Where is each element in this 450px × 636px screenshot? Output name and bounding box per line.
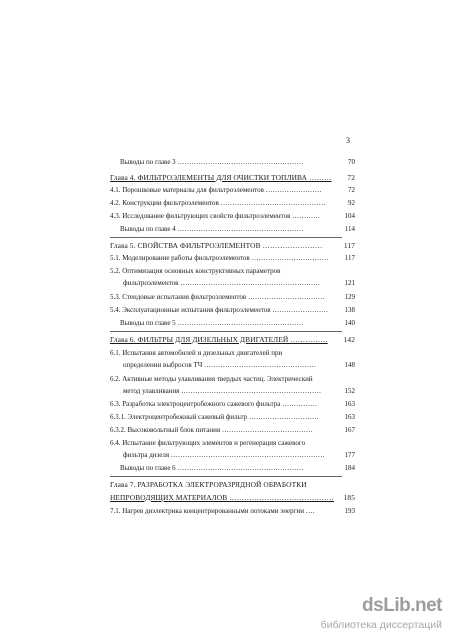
toc-entry-page: 117 <box>344 254 355 262</box>
toc-entry-5-2-cont <box>123 279 355 288</box>
toc-entry-6-3 <box>110 400 355 409</box>
toc-entry-page: 167 <box>344 426 355 434</box>
toc-entry-conclusions-6 <box>120 464 355 473</box>
toc-entry-page: 142 <box>343 335 355 344</box>
toc-entry-page: 104 <box>344 212 355 220</box>
toc-entry-4-2 <box>110 199 355 208</box>
toc-chapter-5 <box>110 241 355 250</box>
toc-entry-text: 6.3.2. Высоковольтный блок питания ………………………………… <box>110 426 313 434</box>
page-number: 3 <box>346 136 350 145</box>
toc-entry-6-1-cont <box>123 361 355 370</box>
toc-entry-conclusions-4 <box>120 225 355 234</box>
divider <box>110 476 342 477</box>
toc-entry-page: 193 <box>344 507 355 515</box>
toc-entry-text: определении выбросов ТЧ ………………………………………… <box>123 361 316 369</box>
toc-entry-page: 72 <box>347 173 355 182</box>
toc-entry-conclusions-5 <box>120 319 355 328</box>
toc-entry-page: 185 <box>343 493 355 502</box>
toc-entry-text: Выводы по главе 6 ……………………………………………… <box>120 464 304 472</box>
toc-entry-text: Выводы по главе 3 ……………………………………………… <box>120 158 304 166</box>
toc-entry-page: 152 <box>344 387 355 395</box>
toc-entry-text: Глава 4. ФИЛЬТРОЭЛЕМЕНТЫ ДЛЯ ОЧИСТКИ ТОПЛИВА ……… <box>110 173 332 182</box>
toc-entry-text: фильтроэлементов …………………………………………………… <box>123 279 321 287</box>
toc-entry-5-2 <box>110 267 355 276</box>
toc-entry-text: Глава 5. СВОЙСТВА ФИЛЬТРОЭЛЕМЕНТОВ …………………… <box>110 241 323 250</box>
toc-entry-text: 5.1. Моделирование работы фильтроэлементов …………………………… <box>110 254 329 262</box>
toc-entry-text: 7.1. Нагрев диэлектрика концентрированными потоками энергии …. <box>110 507 315 515</box>
toc-entry-page: 72 <box>348 186 355 194</box>
toc-entry-text: 6.4. Испытание фильтрующих элементов и регенерация сажевого <box>110 439 306 447</box>
watermark-logo: dsLib.net <box>362 595 442 616</box>
toc-entry-text: 4.2. Конструкции фильтроэлементов ……………………………………… <box>110 199 326 207</box>
toc-entry-text: 4.1. Порошковые материалы для фильтроэлементов …………………… <box>110 186 322 194</box>
toc-entry-text: Глава 6. ФИЛЬТРЫ ДЛЯ ДИЗЕЛЬНЫХ ДВИГАТЕЛЕЙ …………… <box>110 335 328 344</box>
toc-entry-page: 114 <box>344 225 355 233</box>
divider <box>110 331 342 332</box>
toc-entry-5-3 <box>110 293 355 302</box>
toc-entry-page: 138 <box>344 306 355 314</box>
toc-entry-6-2-cont <box>123 387 355 396</box>
toc-entry-page: 163 <box>344 400 355 408</box>
toc-entry-text: НЕПРОВОДЯЩИХ МАТЕРИАЛОВ …………………………………… <box>110 493 335 502</box>
toc-entry-text: 6.3. Разработка электроцентробежного сажевого фильтра …………… <box>110 400 318 408</box>
toc-entry-page: 121 <box>344 279 355 287</box>
toc-chapter-7-cont <box>110 493 355 502</box>
toc-entry-page: 129 <box>344 293 355 301</box>
toc-entry-page: 117 <box>343 241 355 250</box>
toc-entry-6-3-2 <box>110 426 355 435</box>
toc-entry-text: фильтра дизеля ………………………………………………………… <box>123 451 325 459</box>
toc-entry-5-1 <box>110 254 355 263</box>
toc-entry-page: 177 <box>344 451 355 459</box>
toc-entry-text: 4.3. Исследование фильтрующих свойств фильтроэлементов ………… <box>110 212 321 220</box>
toc-entry-text: 6.2. Активные методы улавливания твердых частиц. Электрический <box>110 375 313 383</box>
toc-entry-page: 140 <box>344 319 355 327</box>
toc-entry-text: Глава 7. РАЗРАБОТКА ЭЛЕКТРОРАЗРЯДНОЙ ОБРАБОТКИ <box>110 480 307 489</box>
toc-entry-6-2 <box>110 375 355 384</box>
toc-entry-conclusions-3 <box>120 158 355 167</box>
watermark-subtitle: библиотека диссертаций <box>320 619 442 631</box>
divider <box>110 237 342 238</box>
toc-entry-text: Выводы по главе 5 ……………………………………………… <box>120 319 304 327</box>
toc-entry-text: 5.3. Стендовые испытания фильтроэлементов …………………………… <box>110 293 325 301</box>
toc-entry-text: 6.3.1. Электроцентробежный сажевый фильтр ………………………… <box>110 413 319 421</box>
toc-entry-page: 70 <box>348 158 355 166</box>
toc-entry-text: метод улавливания …………………………………………………… <box>123 387 322 395</box>
toc-entry-6-3-1 <box>110 413 355 422</box>
toc-entry-text: 6.1. Испытания автомобилей и дизельных двигателей при <box>110 349 283 357</box>
toc-entry-text: 5.4. Эксплуатационные испытания фильтроэлементов …………………… <box>110 306 329 314</box>
toc-entry-7-1 <box>110 507 355 516</box>
toc-chapter-7 <box>110 480 355 489</box>
toc-entry-page: 184 <box>344 464 355 472</box>
toc-entry-6-4-cont <box>123 451 355 460</box>
toc-entry-6-1 <box>110 349 355 358</box>
toc-entry-4-3 <box>110 212 355 221</box>
toc-entry-4-1 <box>110 186 355 195</box>
toc-chapter-6 <box>110 335 355 344</box>
toc-entry-5-4 <box>110 306 355 315</box>
toc-entry-text: 5.2. Оптимизация основных конструктивных параметров <box>110 267 281 275</box>
toc-entry-page: 148 <box>344 361 355 369</box>
watermark <box>312 595 442 631</box>
toc-entry-6-4 <box>110 439 355 448</box>
toc-entry-page: 92 <box>348 199 355 207</box>
toc-chapter-4 <box>110 173 355 182</box>
toc-entry-text: Выводы по главе 4 ……………………………………………… <box>120 225 304 233</box>
toc-entry-page: 163 <box>344 413 355 421</box>
